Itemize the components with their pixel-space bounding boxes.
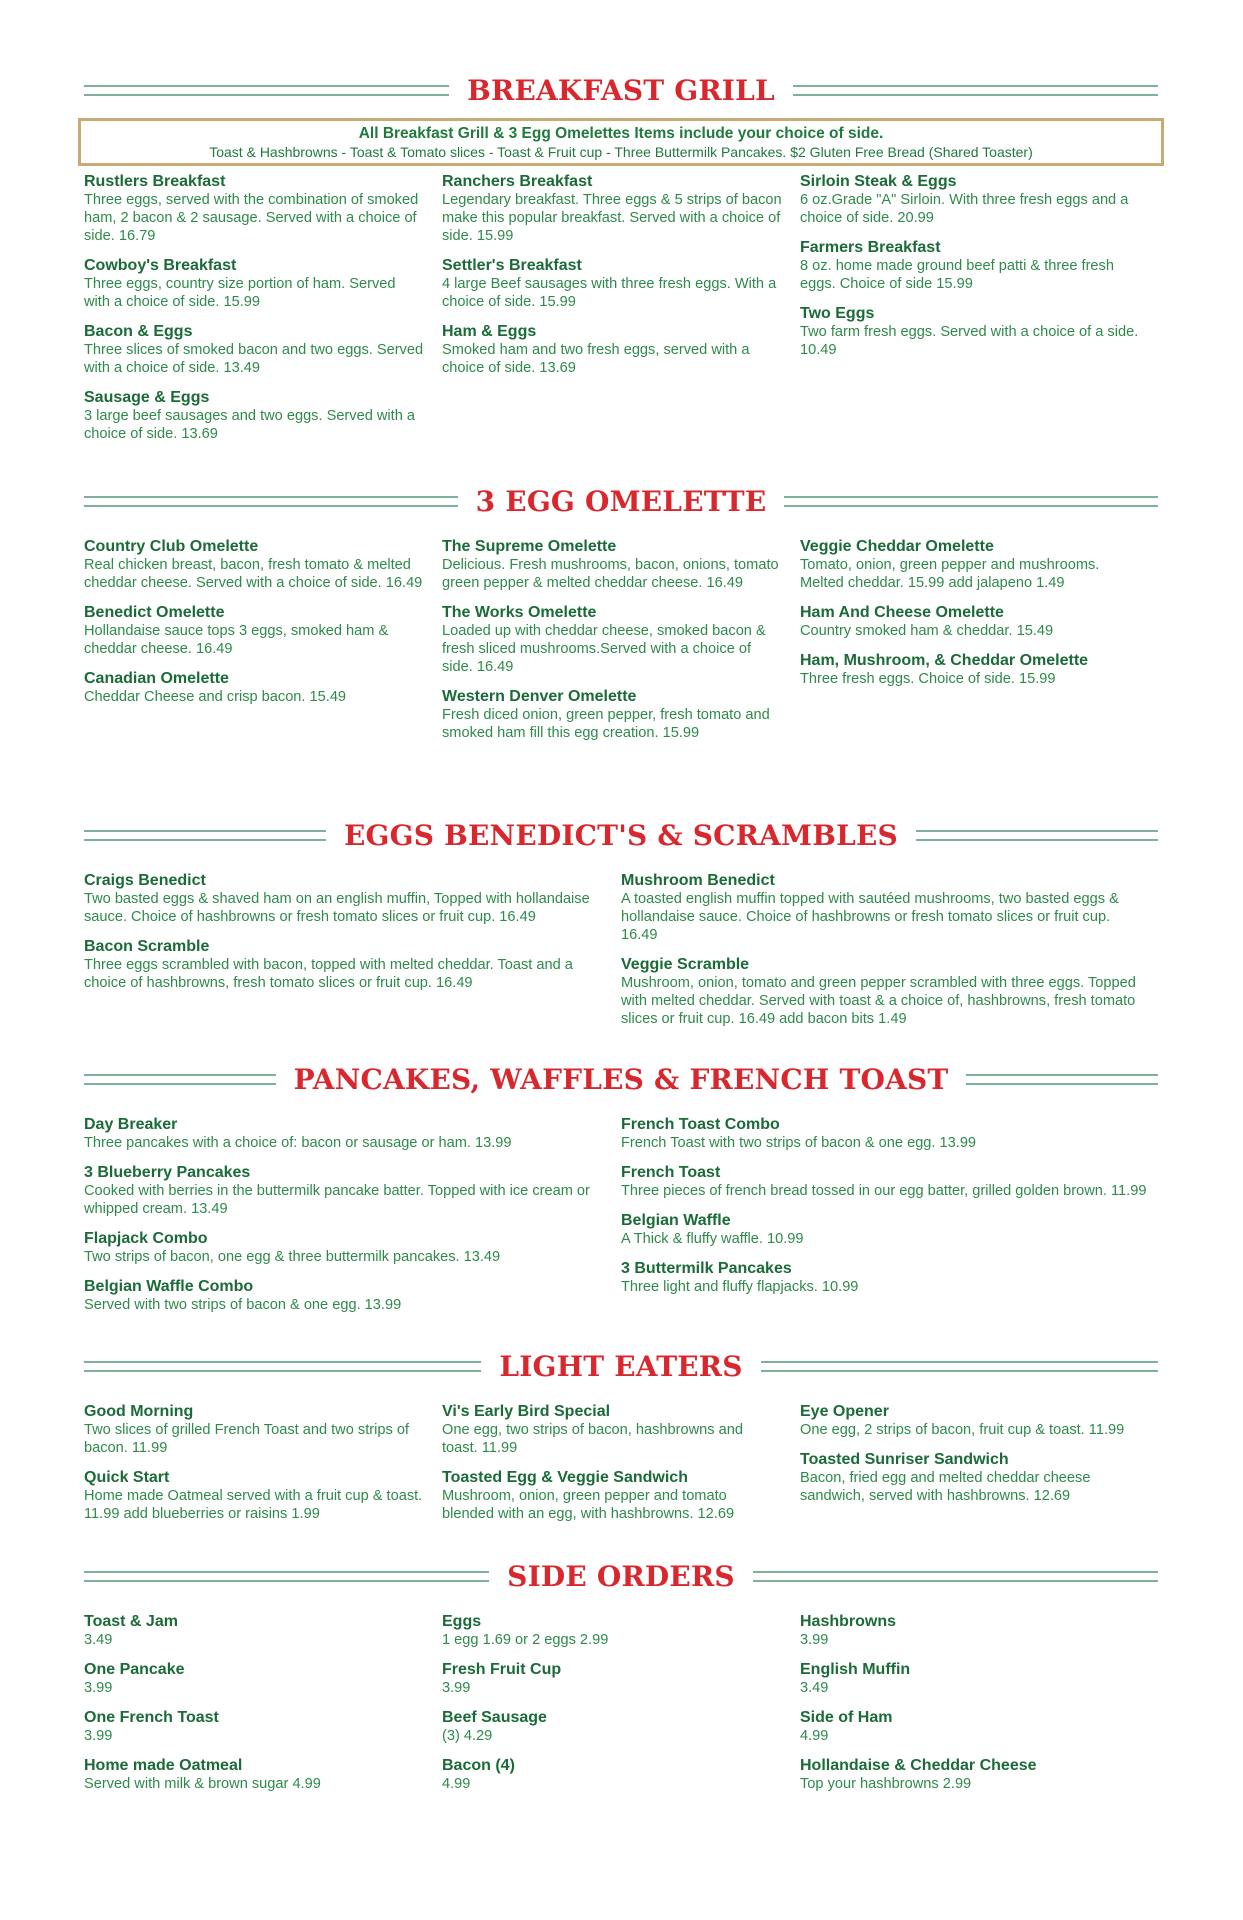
menu-item [442,603,800,676]
section-pancakes-waffles [84,1055,1158,1325]
menu-item [621,955,1158,1028]
item-description: 4 large Beef sausages with three fresh eggs. With a choice of side. 15.99 [442,276,777,310]
item-name: Western Denver Omelette [442,688,637,705]
menu-item [800,304,1158,359]
item-name: The Supreme Omelette [442,538,617,555]
item-name: Toasted Sunriser Sandwich [800,1451,1009,1468]
item-description: 3.99 [800,1632,829,1648]
item-name: Benedict Omelette [84,604,225,621]
item-name: Cowboy's Breakfast [84,257,237,274]
item-name: The Works Omelette [442,604,597,621]
item-name: French Toast [621,1164,721,1181]
menu-item [621,1115,1158,1152]
menu-item [442,1402,800,1457]
item-name: Side of Ham [800,1709,893,1726]
section-light-eaters [84,1342,1158,1534]
menu-item [84,1612,442,1649]
item-name: One French Toast [84,1709,219,1726]
item-name: Ham, Mushroom, & Cheddar Omelette [800,652,1089,669]
item-name: Bacon Scramble [84,938,210,955]
item-name: 3 Blueberry Pancakes [84,1164,251,1181]
menu-column [84,1115,621,1325]
section-title: EGGS BENEDICT'S & SCRAMBLES [344,818,898,852]
section-side-orders [84,1552,1158,1804]
section-header [84,1552,1158,1600]
menu-item [621,1259,1158,1296]
item-description: Two slices of grilled French Toast and two strips of bacon. 11.99 [84,1422,409,1456]
menu-item [621,1211,1158,1248]
menu-item [442,1756,800,1793]
section-header [84,1055,1158,1103]
item-name: Home made Oatmeal [84,1757,243,1774]
divider-rule [966,1074,1158,1085]
menu-item [621,871,1158,944]
divider-rule [84,1074,276,1085]
item-description: 3 large beef sausages and two eggs. Served with a choice of side. 13.69 [84,408,416,442]
item-name: Craigs Benedict [84,872,206,889]
item-description: Three light and fluffy flapjacks. 10.99 [621,1279,859,1295]
item-description: Three pieces of french bread tossed in our egg batter, grilled golden brown. 11.99 [621,1183,1147,1199]
divider-rule [753,1571,1158,1582]
item-name: Quick Start [84,1469,170,1486]
item-name: Ham And Cheese Omelette [800,604,1004,621]
item-name: Beef Sausage [442,1709,547,1726]
item-name: Vi's Early Bird Special [442,1403,611,1420]
item-description: 3.99 [442,1680,471,1696]
item-name: 3 Buttermilk Pancakes [621,1260,792,1277]
item-description: Tomato, onion, green pepper and mushrooms. Melted cheddar. 15.99 add jalapeno 1.49 [800,557,1100,591]
menu-item [800,172,1158,227]
menu-column [84,1402,442,1534]
section-benedicts-scrambles [84,811,1158,1039]
notice-sides: Toast & Hashbrowns - Toast & Tomato slices - Toast & Fruit cup - Three Buttermilk Pancakes. $2 Gluten Free Bread (Shared Toaster) [209,144,1033,160]
item-name: Veggie Cheddar Omelette [800,538,994,555]
item-description: French Toast with two strips of bacon & one egg. 13.99 [621,1135,977,1151]
menu-item [84,172,442,245]
item-name: Flapjack Combo [84,1230,208,1247]
menu-item [84,1115,621,1152]
item-name: Canadian Omelette [84,670,229,687]
item-description: Fresh diced onion, green pepper, fresh tomato and smoked ham fill this egg creation. 15.99 [442,707,770,741]
item-name: Hollandaise & Cheddar Cheese [800,1757,1037,1774]
item-name: Belgian Waffle Combo [84,1278,254,1295]
item-description: 3.99 [84,1728,113,1744]
menu-item [800,603,1158,640]
item-name: Good Morning [84,1403,194,1420]
item-name: Hashbrowns [800,1613,897,1630]
item-description: 4.99 [442,1776,471,1792]
menu-item [800,1660,1158,1697]
item-description: Cooked with berries in the buttermilk pancake batter. Topped with ice cream or whipped cream. 13.49 [84,1183,590,1217]
menu-item [442,537,800,592]
menu-item [800,1450,1158,1505]
item-description: Three eggs scrambled with bacon, topped with melted cheddar. Toast and a choice of hashbrowns, fresh tomato slices or fruit cup. 16.49 [84,957,573,991]
item-description: Real chicken breast, bacon, fresh tomato & melted cheddar cheese. Served with a choice of side. 16.49 [84,557,423,591]
item-description: Three pancakes with a choice of: bacon or sausage or ham. 13.99 [84,1135,512,1151]
item-name: Bacon & Eggs [84,323,193,340]
menu-item [800,1612,1158,1649]
menu-item [442,687,800,742]
item-name: Eggs [442,1613,482,1630]
menu-item [84,1756,442,1793]
menu-item [84,937,621,992]
item-name: One Pancake [84,1661,185,1678]
item-description: Cheddar Cheese and crisp bacon. 15.49 [84,689,347,705]
section-title: SIDE ORDERS [507,1559,735,1593]
menu-column [84,1612,442,1804]
menu-column [442,172,800,454]
section-title: BREAKFAST GRILL [467,73,775,107]
item-name: Toasted Egg & Veggie Sandwich [442,1469,688,1486]
item-description: One egg, 2 strips of bacon, fruit cup & toast. 11.99 [800,1422,1125,1438]
item-description: A toasted english muffin topped with sautéed mushrooms, two basted eggs & hollandaise sauce. Choice of hashbrowns or fresh tomato slices or fruit cup. 16.49 [621,891,1119,943]
notice-title: All Breakfast Grill & 3 Egg Omelettes Items include your choice of side. [358,125,884,142]
item-name: Two Eggs [800,305,875,322]
menu-item [442,172,800,245]
menu-column [621,871,1158,1039]
divider-rule [84,1361,481,1372]
item-description: Delicious. Fresh mushrooms, bacon, onions, tomato green pepper & melted cheddar cheese. 16.49 [442,557,779,591]
item-description: Two strips of bacon, one egg & three buttermilk pancakes. 13.49 [84,1249,501,1265]
menu-column [84,871,621,1039]
divider-rule [84,1571,489,1582]
menu-item [84,1163,621,1218]
menu-item [621,1163,1158,1200]
item-description: Country smoked ham & cheddar. 15.49 [800,623,1054,639]
item-description: Top your hashbrowns 2.99 [800,1776,972,1792]
item-description: 6 oz.Grade "A" Sirloin. With three fresh eggs and a choice of side. 20.99 [800,192,1129,226]
item-name: Sausage & Eggs [84,389,210,406]
section-header [84,811,1158,859]
item-description: Hollandaise sauce tops 3 eggs, smoked ham & cheddar cheese. 16.49 [84,623,389,657]
item-description: A Thick & fluffy waffle. 10.99 [621,1231,804,1247]
menu-item [800,537,1158,592]
section-title: PANCAKES, WAFFLES & FRENCH TOAST [293,1062,949,1096]
item-name: Settler's Breakfast [442,257,582,274]
menu-column [800,1402,1158,1534]
menu-item [84,1277,621,1314]
section-header [84,1342,1158,1390]
item-description: Mushroom, onion, green pepper and tomato blended with an egg, with hashbrowns. 12.69 [442,1488,735,1522]
item-description: 1 egg 1.69 or 2 eggs 2.99 [442,1632,609,1648]
menu-item [84,322,442,377]
item-description: Served with two strips of bacon & one egg. 13.99 [84,1297,402,1313]
divider-rule [84,85,449,96]
menu-item [442,1612,800,1649]
divider-rule [84,496,458,507]
menu-item [800,238,1158,293]
item-description: Three slices of smoked bacon and two eggs. Served with a choice of side. 13.49 [84,342,424,376]
item-description: Two basted eggs & shaved ham on an english muffin, Topped with hollandaise sauce. Choice of hashbrowns or fresh tomato slices or fruit cup. 16.49 [84,891,590,925]
menu-column [800,537,1158,753]
menu-item [442,1708,800,1745]
menu-column [442,1612,800,1804]
menu-item [442,256,800,311]
menu-column [800,172,1158,454]
menu-item [800,1402,1158,1439]
divider-rule [761,1361,1158,1372]
menu-column [621,1115,1158,1325]
item-name: Farmers Breakfast [800,239,941,256]
item-description: 3.49 [800,1680,829,1696]
item-description: Home made Oatmeal served with a fruit cup & toast. 11.99 add blueberries or raisins 1.99 [84,1488,423,1522]
divider-rule [916,830,1158,841]
menu-item [84,388,442,443]
item-description: Served with milk & brown sugar 4.99 [84,1776,321,1792]
menu-item [84,603,442,658]
menu-item [800,1708,1158,1745]
item-description: Three eggs, served with the combination of smoked ham, 2 bacon & 2 sausage. Served with a choice of side. 16.79 [84,192,419,244]
divider-rule [84,830,326,841]
menu-item [84,1468,442,1523]
item-name: Day Breaker [84,1116,178,1133]
menu-column [442,537,800,753]
divider-rule [793,85,1158,96]
item-description: Bacon, fried egg and melted cheddar cheese sandwich, served with hashbrowns. 12.69 [800,1470,1091,1504]
item-name: Bacon (4) [442,1757,515,1774]
item-name: Veggie Scramble [621,956,750,973]
item-name: Toast & Jam [84,1613,178,1630]
item-name: Eye Opener [800,1403,889,1420]
section-title: LIGHT EATERS [499,1349,743,1383]
item-name: Mushroom Benedict [621,872,775,889]
item-name: Ham & Eggs [442,323,537,340]
item-name: English Muffin [800,1661,911,1678]
section-header [84,66,1158,114]
section-breakfast-grill [84,66,1158,454]
item-description: Three eggs, country size portion of ham. Served with a choice of side. 15.99 [84,276,396,310]
divider-rule [784,496,1158,507]
section-header [84,477,1158,525]
item-name: Ranchers Breakfast [442,173,593,190]
item-description: 8 oz. home made ground beef patti & three fresh eggs. Choice of side 15.99 [800,258,1114,292]
item-name: Belgian Waffle [621,1212,731,1229]
menu-item [442,322,800,377]
item-description: 3.49 [84,1632,113,1648]
item-description: 3.99 [84,1680,113,1696]
side-choice-notice [78,118,1164,166]
item-description: One egg, two strips of bacon, hashbrowns and toast. 11.99 [442,1422,743,1456]
menu-column [84,172,442,454]
menu-item [84,1229,621,1266]
menu-item [84,1708,442,1745]
menu-item [442,1660,800,1697]
menu-item [84,871,621,926]
item-name: Rustlers Breakfast [84,173,226,190]
item-description: Three fresh eggs. Choice of side. 15.99 [800,671,1056,687]
item-description: Legendary breakfast. Three eggs & 5 strips of bacon make this popular breakfast. Served with a choice of side. 15.99 [442,192,782,244]
menu-item [84,256,442,311]
item-description: (3) 4.29 [442,1728,493,1744]
menu-item [84,1660,442,1697]
section-title: 3 EGG OMELETTE [475,484,767,518]
menu-item [800,651,1158,688]
section-omelette [84,477,1158,753]
item-description: Mushroom, onion, tomato and green pepper scrambled with three eggs. Topped with melted cheddar. Served with toast & a choice of, hashbrowns, fresh tomato slices or fruit cup. 16.49 add bacon bits 1.49 [621,975,1136,1027]
item-description: Smoked ham and two fresh eggs, served with a choice of side. 13.69 [442,342,750,376]
item-description: Loaded up with cheddar cheese, smoked bacon & fresh sliced mushrooms.Served with a choice of side. 16.49 [442,623,766,675]
item-name: French Toast Combo [621,1116,780,1133]
menu-item [442,1468,800,1523]
menu-item [84,669,442,706]
menu-item [84,1402,442,1457]
item-name: Fresh Fruit Cup [442,1661,562,1678]
menu-item [84,537,442,592]
item-description: 4.99 [800,1728,829,1744]
item-description: Two farm fresh eggs. Served with a choice of a side. 10.49 [800,324,1139,358]
item-name: Country Club Omelette [84,538,259,555]
menu-column [442,1402,800,1534]
menu-column [84,537,442,753]
menu-column [800,1612,1158,1804]
menu-item [800,1756,1158,1793]
item-name: Sirloin Steak & Eggs [800,173,957,190]
